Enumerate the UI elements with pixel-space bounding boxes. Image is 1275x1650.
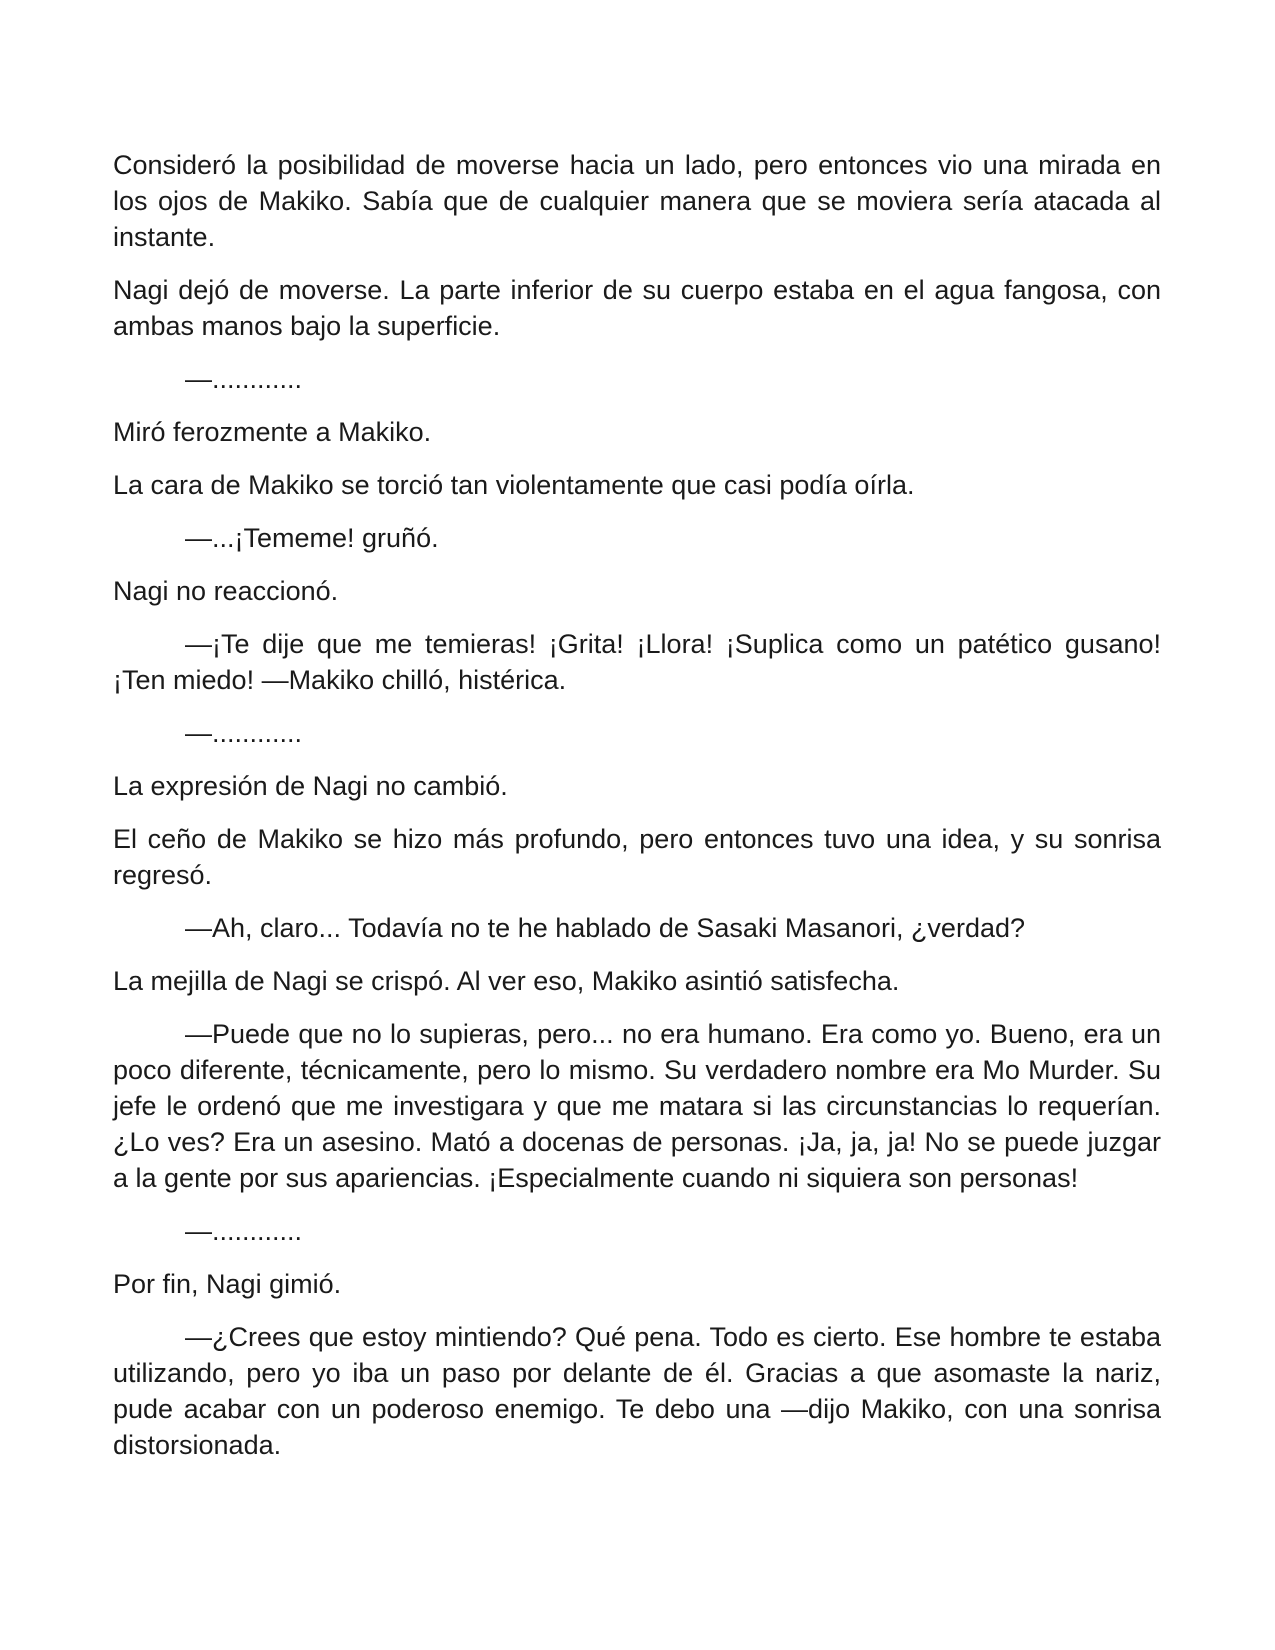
paragraph: —¡Te dije que me temieras! ¡Grita! ¡Llora! ¡Suplica como un patético gusano! ¡Ten miedo! —Makiko chilló, histérica. [113,629,1161,695]
paragraph: Consideró la posibilidad de moverse hacia un lado, pero entonces vio una mirada en los ojos de Makiko. Sabía que de cualquier manera que se moviera sería atacada al instante. [113,150,1161,252]
paragraph: —............ [185,1216,303,1246]
paragraph: Por fin, Nagi gimió. [113,1269,342,1299]
paragraph: El ceño de Makiko se hizo más profundo, pero entonces tuvo una idea, y su sonrisa regresó. [113,824,1161,890]
paragraph: La mejilla de Nagi se crispó. Al ver eso, Makiko asintió satisfecha. [113,966,900,996]
paragraph: —Puede que no lo supieras, pero... no era humano. Era como yo. Bueno, era un poco diferente, técnicamente, pero lo mismo. Su verdadero nombre era Mo Murder. Su jefe le ordenó que me investigara y que me matara si las circunstancias lo requerían. ¿Lo ves? Era un asesino. Mató a docenas de personas. ¡Ja, ja, ja! No se puede juzgar a la gente por sus apariencias. ¡Especialmente cuando ni siquiera son personas! [113,1019,1161,1193]
paragraph: —............ [185,718,303,748]
paragraph: La cara de Makiko se torció tan violentamente que casi podía oírla. [113,470,915,500]
paragraph: —...¡Tememe! gruñó. [185,523,439,553]
paragraph: Miró ferozmente a Makiko. [113,417,432,447]
paragraph: —............ [185,364,303,394]
paragraph: —Ah, claro... Todavía no te he hablado de Sasaki Masanori, ¿verdad? [185,913,1026,943]
paragraph: Nagi no reaccionó. [113,576,339,606]
paragraph: La expresión de Nagi no cambió. [113,771,508,801]
document-page [113,147,1161,1480]
paragraph: Nagi dejó de moverse. La parte inferior de su cuerpo estaba en el agua fangosa, con ambas manos bajo la superficie. [113,275,1161,341]
paragraph: —¿Crees que estoy mintiendo? Qué pena. Todo es cierto. Ese hombre te estaba utilizando, pero yo iba un paso por delante de él. Gracias a que asomaste la nariz, pude acabar con un poderoso enemigo. Te debo una —dijo Makiko, con una sonrisa distorsionada. [113,1322,1161,1460]
